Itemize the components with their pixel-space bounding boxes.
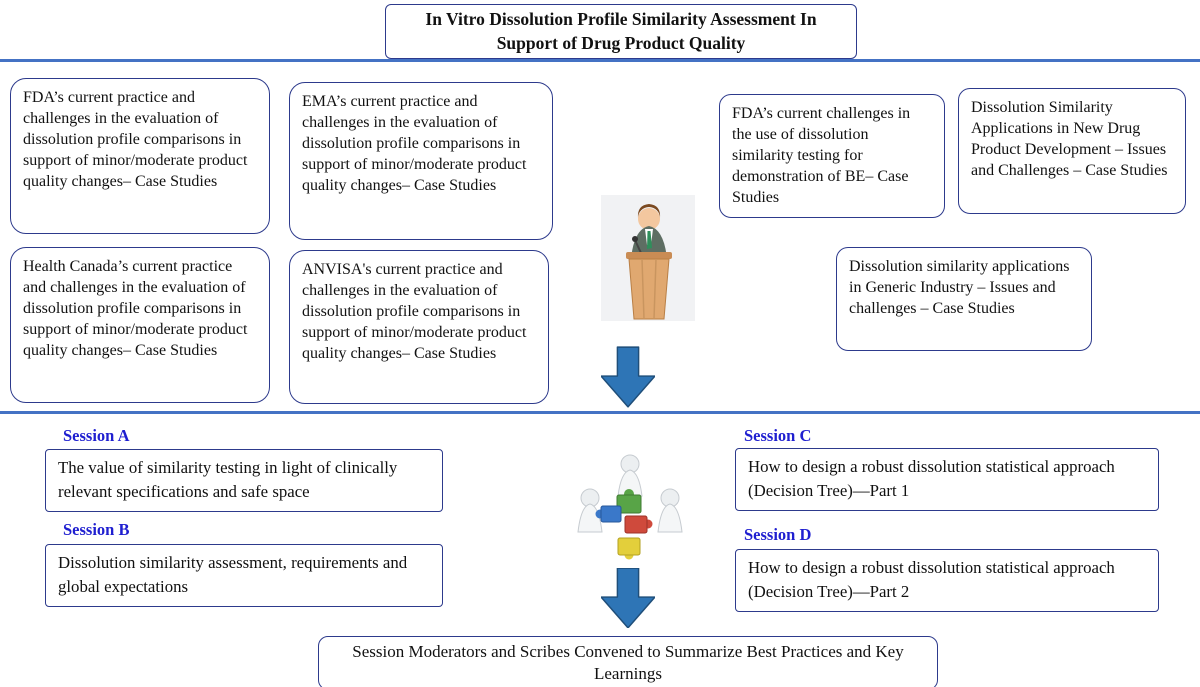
box-anvisa-practice: ANVISA's current practice and challenges in the evaluation of dissolution profile comparisons in support of minor/moderate product quality changes– Case Studies [289,250,549,404]
divider-line-middle [0,411,1200,414]
down-arrow-icon [601,568,655,628]
session-c-box: How to design a robust dissolution statistical approach (Decision Tree)—Part 1 [735,448,1159,511]
session-b-box: Dissolution similarity assessment, requirements and global expectations [45,544,443,607]
session-c-label: Session C [744,426,812,445]
box-generic-applications: Dissolution similarity applications in Generic Industry – Issues and challenges – Case Studies [836,247,1092,351]
box-ema-practice: EMA’s current practice and challenges in the evaluation of dissolution profile comparisons in support of minor/moderate product quality changes– Case Studies [289,82,553,240]
box-fda-practice: FDA’s current practice and challenges in the evaluation of dissolution profile comparisons in support of minor/moderate product quality changes– Case Studies [10,78,270,234]
down-arrow-icon [601,346,655,408]
session-a-label: Session A [63,426,130,445]
divider-line-top [0,59,1200,62]
session-d-box: How to design a robust dissolution statistical approach (Decision Tree)—Part 2 [735,549,1159,612]
figure-title: In Vitro Dissolution Profile Similarity Assessment In Support of Drug Product Quality [385,4,857,59]
session-d-label: Session D [744,525,812,544]
box-new-drug-applications: Dissolution Similarity Applications in New Drug Product Development – Issues and Challenges – Case Studies [958,88,1186,214]
box-fda-be-challenges: FDA’s current challenges in the use of dissolution similarity testing for demonstration of BE– Case Studies [719,94,945,218]
footer-summary-box: Session Moderators and Scribes Convened to Summarize Best Practices and Key Learnings [318,636,938,687]
speaker-at-podium-icon [593,193,701,325]
session-a-box: The value of similarity testing in light of clinically relevant specifications and safe space [45,449,443,512]
box-health-canada-practice: Health Canada’s current practice and challenges in the evaluation of dissolution profile comparisons in support of minor/moderate product quality changes– Case Studies [10,247,270,403]
team-puzzle-icon [570,450,690,568]
session-b-label: Session B [63,520,130,539]
